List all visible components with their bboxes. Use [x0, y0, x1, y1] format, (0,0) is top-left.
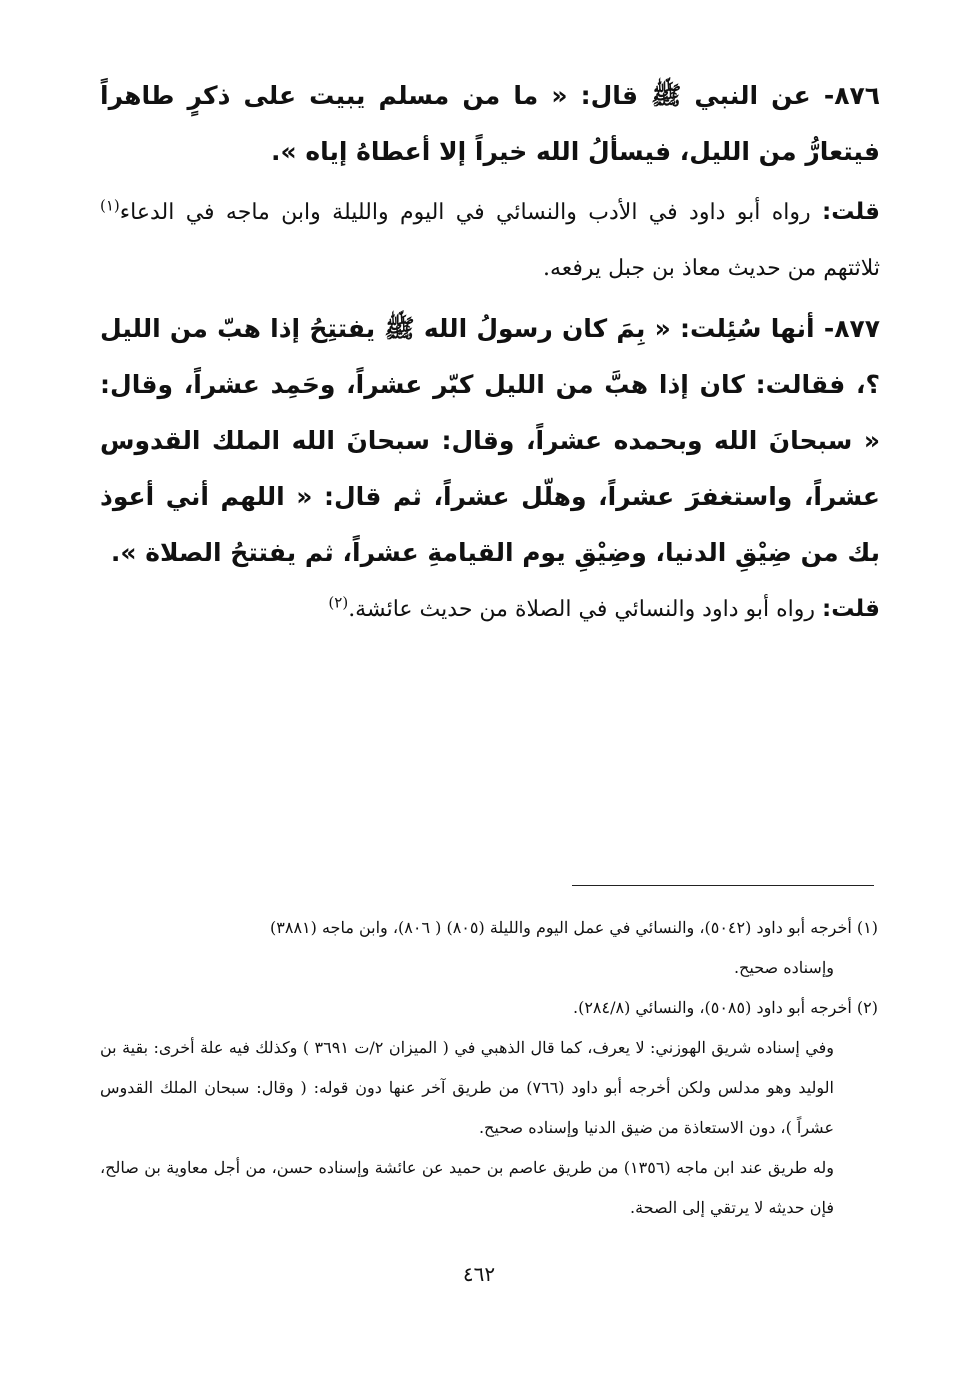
footnote-marker[interactable]: (١) [100, 196, 120, 215]
footnote-line: (١) أخرجه أبو داود (٥٠٤٢)، والنسائي في عمل اليوم والليلة (٨٠٥) ( ٨٠٦)، وابن ماجه (٣٨٨١) [270, 918, 878, 937]
note-text: رواه أبو داود في الأدب والنسائي في اليوم والليلة وابن ماجه في الدعاء [119, 200, 811, 225]
hadith-text: أنها سُئِلت: « بِمَ كان رسولُ الله ﷺ يفتتِحُ إذا هبّ من الليل ؟، فقالت: كان إذا هبَّ من الليل كبّر عشراً، وحَمِد عشراً، وقال: « سبحانَ الله وبحمده عشراً، وقال: سبحانَ الله الملك القدوس عشراً، واستغفرَ عشراً، وهلّل عشراً، ثم قال: « اللهم أني أعوذ بك من ضِيْقِ الدنيا، وضِيْقِ يوم القيامةِ عشراً، ثم يفتتحُ الصلاة ». [100, 314, 880, 567]
note-876 [100, 184, 880, 297]
hadith-877 [100, 301, 880, 581]
footnotes [100, 908, 878, 1228]
page-number: ٤٦٢ [462, 1262, 496, 1286]
note-lead: قلت: [822, 596, 880, 622]
note-877 [100, 581, 880, 638]
note-text-continued: ثلاثتهم من حديث معاذ بن جبل يرفعه. [542, 256, 880, 281]
hadith-876 [100, 68, 880, 180]
note-text: رواه أبو داود والنسائي في الصلاة من حديث عائشة. [348, 597, 815, 622]
note-lead: قلت: [822, 199, 880, 225]
footnote-line: (٢) أخرجه أبو داود (٥٠٨٥)، والنسائي (٢٨٤/٨). [573, 998, 878, 1017]
footnote-line: وفي إسناده شريق الهوزني: لا يعرف، كما قال الذهبي في ( الميزان ٢/ت ٣٦٩١ ) وكذلك فيه علة أخرى: بقية بن الوليد وهو مدلس ولكن أخرجه أبو داود (٧٦٦) من طريق آخر عنها دون قوله: ( وقال: سبحان الملك القدوس عشراً )، دون الاستعاذة من ضيق الدنيا وإسناده صحيح. [100, 1038, 835, 1137]
footnote-divider [572, 885, 874, 886]
footnote-line: وإسناده صحيح. [733, 958, 834, 977]
footnote-line: وله طريق عند ابن ماجه (١٣٥٦) من طريق عاصم بن حميد عن عائشة وإسناده حسن، من أجل معاوية بن صالح، فإن حديثه لا يرتقي إلى الصحة. [100, 1158, 835, 1217]
hadith-text: عن النبي ﷺ قال: « ما من مسلم يبيت على ذكرٍ طاهراً فيتعارُّ من الليل، فيسألُ الله خيراً إلا أعطاهُ إياه ». [100, 81, 880, 166]
main-text [100, 68, 880, 638]
footnote-marker[interactable]: (٢) [328, 593, 349, 612]
hadith-number: ٨٧٧- [823, 314, 880, 343]
hadith-number: ٨٧٦- [823, 81, 880, 110]
